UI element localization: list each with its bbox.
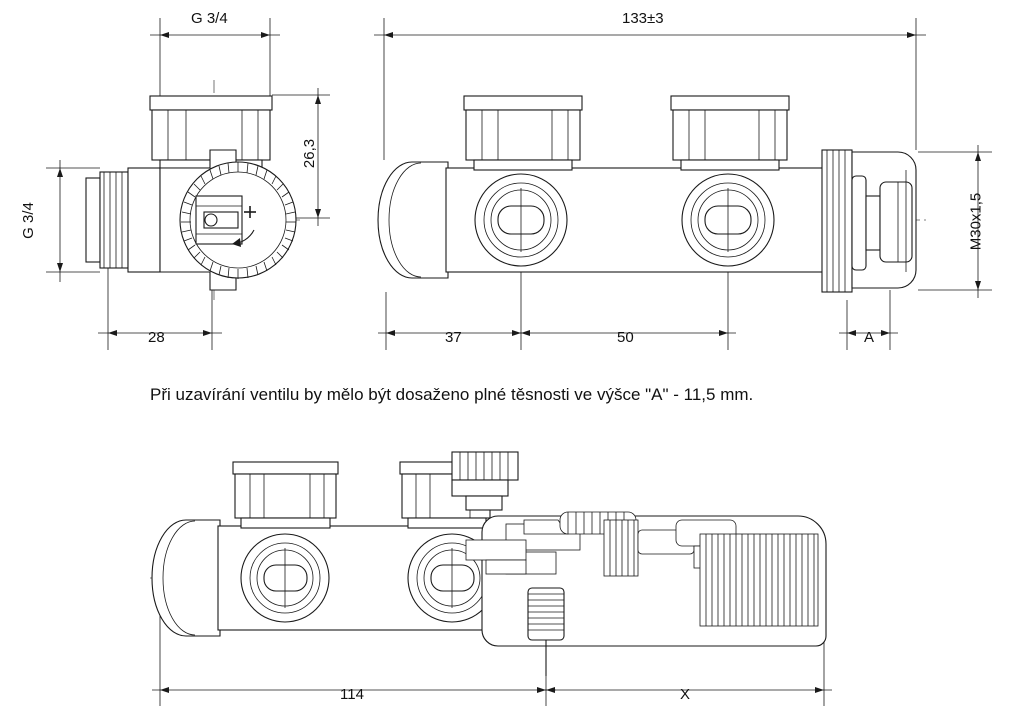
dim-label-thread-m30: M30x1,5 [967, 192, 985, 251]
dim-line-thread-top [150, 18, 280, 100]
note-caption: Při uzavírání ventilu by mělo být dosaženo plné těsnosti ve výšce "A" - 11,5 mm. [150, 385, 754, 404]
bottom-body-left-cap [152, 520, 220, 636]
dim-label-50: 50 [617, 329, 634, 346]
dim-label-thread-left: G 3/4 [19, 202, 37, 239]
thread-m30-body [822, 150, 916, 292]
view-bottom-section [150, 452, 832, 706]
handwheel-knurled [180, 162, 296, 279]
view-top-left [46, 18, 330, 350]
body-left-cap [378, 162, 448, 278]
dim-line-overall-133 [374, 18, 926, 160]
dim-label-37: 37 [445, 329, 462, 346]
dim-label-114: 114 [340, 686, 364, 703]
thermostatic-head-section [452, 452, 826, 676]
dim-label-height-26-3: 26,3 [301, 138, 319, 169]
dim-label-overall-133: 133±3 [622, 10, 664, 27]
valve-left-thread [86, 168, 160, 272]
dim-label-x: X [680, 686, 691, 703]
knurled-adjuster [528, 588, 564, 640]
dim-label-a: A [864, 329, 875, 346]
dim-label-width-28: 28 [148, 329, 165, 346]
view-top-right [374, 18, 992, 350]
dim-label-thread-top: G 3/4 [191, 10, 228, 27]
